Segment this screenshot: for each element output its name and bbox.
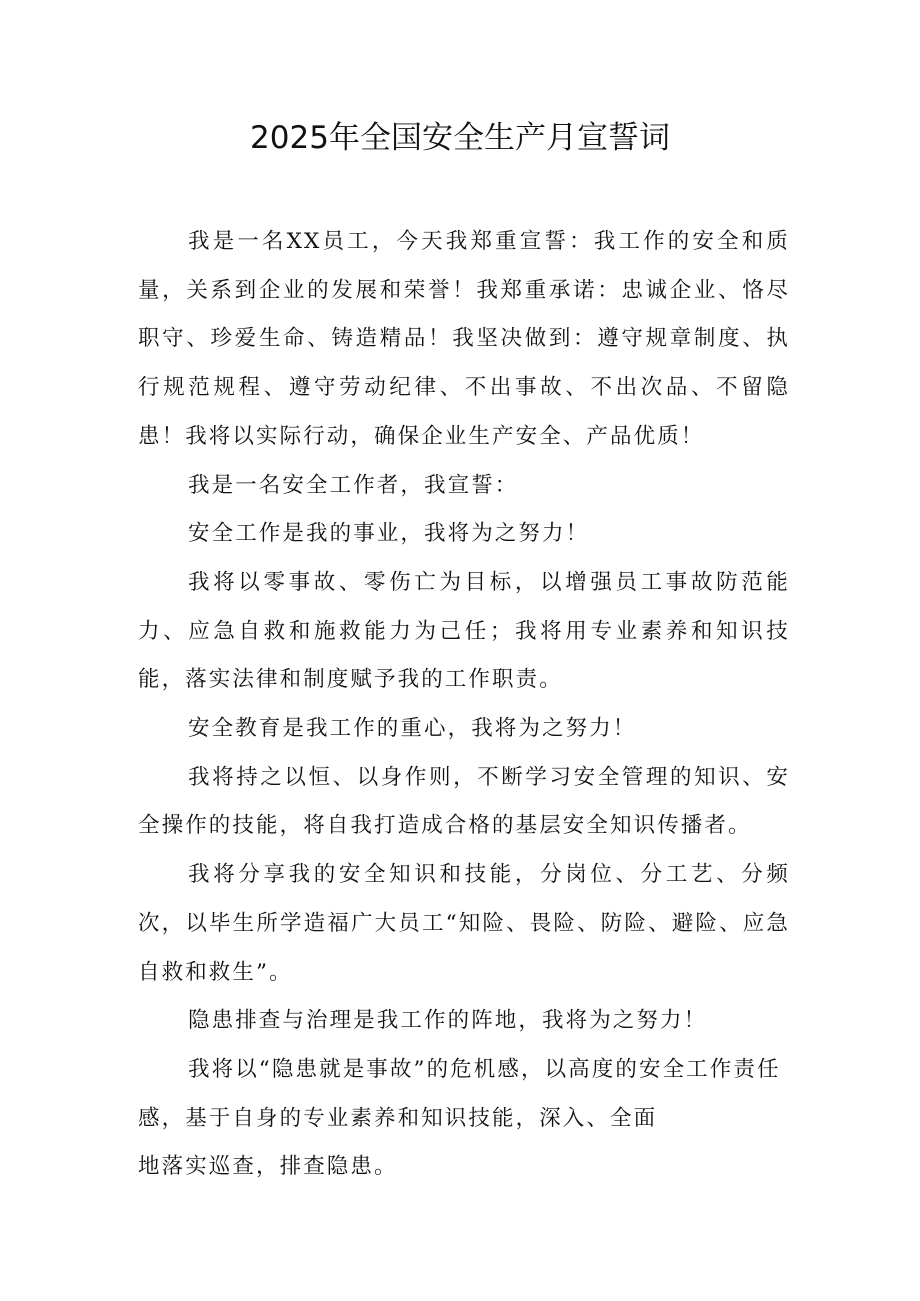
document-title: 2025年全国安全生产月宣誓词 [250,120,670,156]
paragraph-oath: 我是一名XX员工，今天我郑重宣誓：我工作的安全和质量，关系到企业的发展和荣誉！我郑重承诺：忠诚企业、恪尽职守、珍爱生命、铸造精品！我坚决做到：遵守规章制度、执行规范规程、遵守劳动纪律、不出事故、不出次品、不留隐患！我将以实际行动，确保企业生产安全、产品优质！ [138,229,790,449]
paragraph-declaration: 我是一名安全工作者，我宣誓： [188,472,519,498]
paragraph-zero-accident: 我将以零事故、零伤亡为目标，以增强员工事故防范能力、应急自救和施救能力为己任；我将用专业素养和知识技能，落实法律和制度赋予我的工作职责。 [138,569,790,693]
paragraph-final-line: 地落实巡查，排查隐患。 [138,1154,398,1180]
document-body [138,218,790,1192]
paragraph-crisis-awareness: 我将以“隐患就是事故”的危机感，以高度的安全工作责任感，基于自身的专业素养和知识技能，深入、全面 [138,1056,781,1131]
paragraph-knowledge-sharing: 我将分享我的安全知识和技能，分岗位、分工艺、分频次，以毕生所学造福广大员工“知险、畏险、防险、避险、应急自救和救生”。 [138,862,790,985]
paragraph-safety-education: 安全教育是我工作的重心，我将为之努力！ [188,716,637,742]
paragraph-perseverance: 我将持之以恒、以身作则，不断学习安全管理的知识、安全操作的技能，将自我打造成合格的基层安全知识传播者。 [138,764,790,839]
paragraph-hazard-investigation: 隐患排查与治理是我工作的阵地，我将为之努力！ [188,1008,708,1034]
paragraph-safety-career: 安全工作是我的事业，我将为之努力！ [188,521,590,547]
